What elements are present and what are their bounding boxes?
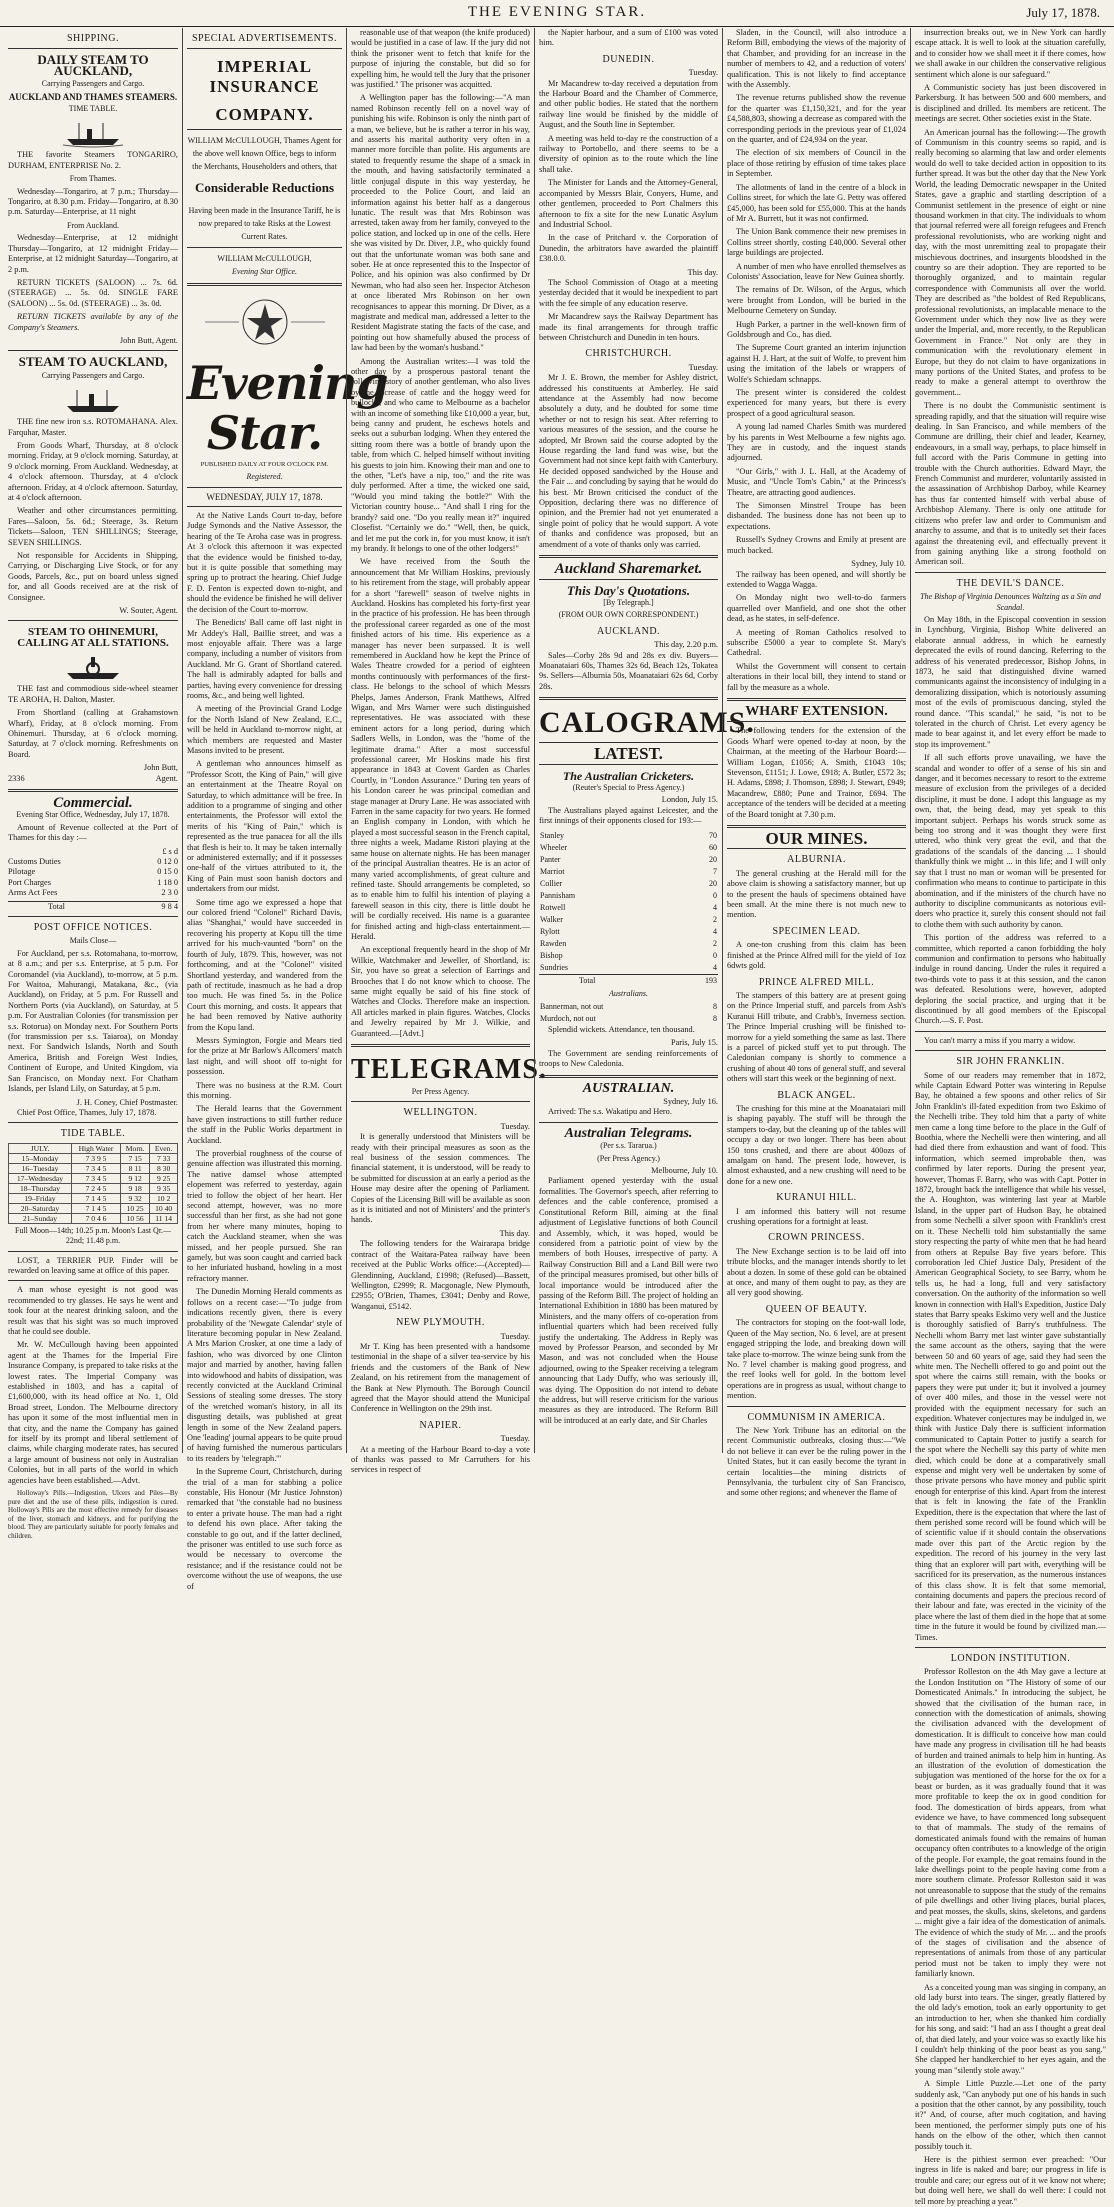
item-value: 1 18 0 [157, 877, 178, 887]
ad-subtitle: From Thames. [69, 174, 117, 184]
dateline-day: Melbourne, July 10. [651, 1166, 718, 1176]
player-score: 4 [713, 926, 717, 936]
ad-title: IMPERIAL INSURANCE [209, 57, 320, 97]
table-cell: 7 3 4 5 [71, 1163, 120, 1173]
article-text: A meeting was held to-day re the construction of a railway to Portobello, and there seems to be a diversity of opinion as to the route which the line shall take. [539, 133, 718, 174]
subsection-title: ALBURNIA. [787, 854, 846, 866]
player-name: Walker [540, 914, 563, 924]
table-cell: 10 56 [121, 1213, 150, 1223]
paper-registered: Registered. [246, 472, 283, 482]
article-text: The Dunedin Morning Herald comments as follows on a recent case:—"To judge from indications recently given, there is every probability of the 'Newgate Calendar' style of literature becoming popular in New Zealand. A Mrs Marion Crosker, at one time a lady of fashion, who was divorced by one Clinton major and married by another, having fallen into widowhood and habits of dissipation, was recently convicted at the Auckland Criminal Sessions of stealing some dresses. The story of the wretched woman's history, in all its disgusting details, was published at great length in some of the New Zealand papers. One 'leading' journal appears to be quite proud of having furnished the numerous particulars to its readers by 'telegraph.'" [187, 1287, 342, 1463]
dateline-day: Tuesday. [500, 1434, 530, 1444]
item-value: 0 15 0 [157, 867, 178, 877]
article-text: reasonable use of that weapon (the knife produced) would be justified in a case of law. If the jury did not think the prisoner went to fetch that knife for the purpose of injuring the constable, but did so for expelling him, he would tell the Jury that the prisoner was justified." The prisoner was acquitted. [351, 28, 530, 90]
column-2 [182, 28, 388, 1591]
section-subtitle: (Reuter's Special to Press Agency.) [572, 782, 685, 792]
article-text: You can't marry a miss if you marry a widow. [924, 1035, 1076, 1045]
issue-date: July 17, 1878. [1026, 5, 1100, 20]
article-text: A number of men who have enrolled themselves as Colonists' Association, leave for New Guinea shortly. [727, 261, 906, 281]
list-item [8, 867, 178, 877]
section-title: TIDE TABLE. [60, 1128, 126, 1140]
section-title: THE DEVIL'S DANCE. [956, 577, 1065, 589]
ad-title: STEAM TO AUCKLAND, [18, 354, 168, 370]
steamer-icon [8, 117, 178, 147]
ad-signature: WILLIAM McCULLOUGH, [217, 253, 312, 263]
article-text: On May 18th, in the Episcopal convention in session in Lynchburg, Virginia, Bishop White delivered an elaborate annual address, in which he earnestly deprecated the evils of round dancing. Referring to the address of his venerated predecessor, Bishop Johns, in 1873, he said that distinguished divine warned communicants against the inconsistency of indulging in a demoralizing dissipation, which is notoriously assuming most of the evils of promiscuous dancing, styled the round dance. "This scandal," he said, "is not to be tolerated in the church of Christ. Let every agency be made to bear against it, and let every effort be made to stop its improvement." [915, 614, 1106, 749]
dateline-day: Sydney, July 16. [663, 1097, 718, 1107]
table-row [539, 938, 718, 950]
section-title: POST OFFICE NOTICES. [33, 922, 153, 933]
dateline-place: AUCKLAND. [596, 625, 661, 637]
column-5 [722, 28, 910, 1498]
masthead [0, 0, 1114, 27]
article-text: A gentleman who announces himself as "Professor Scott, the King of Pain," will give an entertainment at the Theatre Royal on Saturday, to which admittance will be free. In addition to a programme of singing and other entertainments, the Professor will extol the merits of his "King of Pain," which is represented as the true panacea for all the ills that flesh is heir to. It may be taken internally or administered externally; and if it possesses one-half of the virtues attributed to it, the King of Pain must soon banish doctors and undertakers from our midst. [187, 759, 342, 894]
paper-subtitle: PUBLISHED DAILY AT FOUR O'CLOCK P.M. [200, 460, 329, 468]
table-row [539, 962, 718, 975]
article-text: For Auckland, per s.s. Rotomahana, to-morrow, at 8 a.m.; and per s.s. Enterprise, at 5 p.m. For Coromandel (via Auckland), to-morrow, at 5 p.m. For Waitoa, Mahurangi, Matakana, &c., (via Auckland), on Friday, at 5 p.m. For Russell and Northern Ports (via Auckland), on Saturday, at 5 p.m. For Australian Colonies (for transmission per s.s. Rotorua) on Monday next. For Southern Ports (for transmission per s.s. Taiaroa), on Monday next. For Sandwich Islands, North and South America, British and Foreign West Indies, Continent of Europe, and United Kingdom, via San Francisco, on Monday next. For Chatham Islands, per Island Lily, on Saturday, at 5 p.m. [8, 948, 178, 1094]
article-text: If all such efforts prove unavailing, we have the scandal and wonder to offer of a sense of his sin and danger, and it becomes necessary to resort to the extreme measure of exclusion from the privileges of a decided discipline, it must be done. I adopt this language as my own, that, the being dead, may yet speak to this important subject. Perhaps his words struck some as being too strong and it was thought they were first uttered, who think very great the evil, and that the gradations of the scandals of the dancing ... I should thankfully think we might ... in this life; and I will only say that I trust no man or woman will be presented for confirmation who means to continue to participate in this abomination, and if the ministers of the church have no authority to discipline communicants as notorious evil-doers who practice it, surely this consent should not fail to clothe them with such authority by canon. [915, 753, 1106, 929]
player-name: Rotwell [540, 902, 566, 912]
article-text: A meeting of the Provincial Grand Lodge for the North Island of New Zealand, E.C., will be held in Auckland to-morrow night, at which members are requested and Master Masons invited to be present. [187, 704, 342, 755]
article-text: The present winter is considered the coldest experienced for many years, but there is every prospect of a good agricultural season. [727, 388, 906, 418]
dateline-day: Tuesday. [500, 1121, 530, 1131]
ad-text: Wednesday—Tongariro, at 7 p.m.; Thursday—Tongariro, at 8.30 p.m. Friday—Tongariro, at 8.30 p.m. Saturday—Enterprise, at 11 night [8, 186, 178, 217]
table-row [9, 1183, 178, 1193]
article-text: The proverbial roughness of the course of genuine affection was illustrated this morning. The native damsel whose attempted elopement was referred to yesterday, again tried to follow the object of her heart. Her second attempt, however, was no more successful than her first, as she had not gone from her where many minutes, hoping to catch the Auckland steamer, when she was missed, and her people pursued. She ran gamely, but was soon caught and carried back to her infuriated husband, howling in a most refractory manner. [187, 1149, 342, 1283]
article-text: Some of our readers may remember that in 1872, while Captain Edward Potter was wintering in Repulse Bay, he obtained a few spoons and other relics of Sir John Franklin's ill-fated expedition from two Eskimo of the Nechelli tribe. They told him that a party of white men came a long time before to the place in the Gulf of Boothia, where the Nechelli were then wintering, and all had died there from exhaustion and want of food. This information, which seemed improbable then, was confirmed by later reports. During the present year, however, Thomas F. Barry, who was with Capt. Potter in 1872, brought back the intelligence that while his vessel, the A. Houghton, was wintering last year at Marble Island, in the upper part of Hudson Bay, he obtained from some Nechelli a silver spoon with Franklin's crest on it. These Nechelli told him substantially the same story respecting the party of white men that he had heard from others at Repulse Bay five years before. This corroboration led Chief Justice Daly, President of the American Geographical Society, to see Barry, whom he tells us, he had a long, full and very satisfactory conversation. On the authority of the information so well known in connection with Hall's Expedition, Justice Daly states that Barry speaks Eskimo very well and the Justice is thoroughly satisfied of Barry's truthfulness. The Nechelli whom Barry met last winter gave substantially the same account as the others, saying that the were between 50 and 60 years of age, said they had seen the white men. The Nechelli offered to go and point out the spot where the cairns still remain, with the books or papers they were put under it; but it involved a journey of over 400 miles, and those in the vessel were not provided with the equipment necessary for such an expedition. Whatever conjectures may be indulged in, we think with Justice Daly there is sufficient information communicated to Captain Potter to justify a search for the spot where the Nechelli say this party of white men died, which could be done at a comparatively small expense and might very well be undertaken by some of those private persons who have money and public spirit enough for enterprise of this kind. Apart from the interest that is felt in knowing the fate of the Franklin Expedition, there is the expectation that where the last of them perished some record will be found which will be of scientific value if it should contain the observations made over this part of the Arctic region by the expedition. The record of his journey in the very last thing that an explorer will part with, everything will be sacrificed for its preservation, as the numerous instances of this class show. It is felt that some memorial, containing documents and papers the precious record of their labour and fate, was erected in the vicinity of the place where the last of them died in the hope that at some time in the future it would be found by civilized man.—Times. [915, 1070, 1106, 1642]
section-title: OUR MINES. [765, 829, 868, 849]
moon-phases: Full Moon—14th; 10.25 p.m. Moon's Last Qr.—22nd; 11.48 p.m. [14, 1225, 172, 1246]
section-title: AUSTRALIAN. [582, 1080, 675, 1096]
ad-signature: W. Souter, Agent. [119, 606, 178, 616]
article-text: the Napier harbour, and a sum of £100 was voted him. [539, 28, 718, 48]
ad-title: DAILY STEAM TO AUCKLAND, [37, 52, 149, 78]
item-label: Arms Act Fees [8, 888, 58, 898]
article-text: The general crushing at the Herald mill for the above claim is showing a satisfactory manner, but up to the present the hauls of specimens obtained have been small. At the mine there is not much new to mention. [727, 868, 906, 920]
ad-subtitle: TIME TABLE. [68, 104, 118, 114]
ad-number: 2336 [8, 773, 25, 783]
ad-subtitle: AUCKLAND AND THAMES STEAMERS. [8, 91, 178, 102]
player-name: Sundries [540, 962, 568, 972]
player-score: 0 [713, 950, 717, 960]
article-text: A Simple Little Puzzle.—Let one of the party suddenly ask, "Can anybody put one of his hands in such a position that the other cannot, by any possibility, touch it?" And, of course, after much cogitation, and having been mentioned, the performer simply puts one of his hands on the elbow of the other, which then cannot possibly touch it. [915, 2079, 1106, 2151]
article-text: Russell's Sydney Crowns and Emily at present are much backed. [727, 535, 906, 555]
article-text: There was no business at the R.M. Court this morning. [187, 1080, 342, 1100]
insurance-ad [187, 57, 342, 277]
section-title: WHARF EXTENSION. [745, 703, 888, 719]
article-text: The New Exchange section is to be laid off into tribute blocks, and the manager intends shortly to let about a dozen. In some of these gold can be obtained at once, and many of them ought to pay, as they are all very good showing. [727, 1246, 906, 1298]
table-row [539, 1001, 718, 1013]
section-subtitle: [By Telegraph.] [603, 597, 654, 607]
item-label: Pilotage [8, 867, 36, 877]
article-text: Mr T. King has been presented with a handsome testimonial in the shape of a silver tea-service by his friends and the customers of the Bank of New Zealand, on his retirement from the management of the Bank at New Plymouth. The Borough Council agreed that the Mayor should attend the Municipal Conference in Wellington on the 29th inst. [351, 1341, 530, 1414]
steamer-icon [8, 384, 178, 414]
ad-text: From Goods Wharf, Thursday, at 8 o'clock morning. Friday, at 9 o'clock morning. Saturday, at 9 o'clock morning. From Auckland. Wednesday, at 4 o'clock afternoon. Thursday, at 4 o'clock afternoon. Friday, at 4 o'clock afternoon. Saturday, at 4 o'clock afternoon. [8, 440, 178, 502]
ad-signature: John Butt, Agent. [119, 335, 178, 345]
ad-text: Wednesday—Enterprise, at 12 midnight Thursday—Tongariro, at 12 midnight Friday—Enterprise, at 12 midnight Saturday—Tongariro, at 2 p.m. [8, 233, 178, 274]
table-cell: 9 18 [121, 1183, 150, 1193]
article-text: At the Native Lands Court to-day, before Judge Symonds and the Native Assessor, the hearing of the Te Aroha case was in progress. At 3 o'clock this afternoon it was expected that the evidence would be finished to-day, but it is quite possible that something may spring up to protract the hearing. Chief Judge F. D. Fenton is expected down to-night, and should the evidence be finished he will deliver the decision of the Court to-morrow. [187, 511, 342, 614]
article-text: Messrs Symington, Forgie and Mears tied for the prize at Mr Barlow's Allcomers' match last night, and will shoot off to-night for possession. [187, 1035, 342, 1077]
player-score: 7 [713, 866, 717, 876]
table-cell: 10 40 [150, 1203, 178, 1213]
table-cell: 18–Thursday [9, 1183, 72, 1193]
item-value: 9 8 4 [161, 901, 178, 911]
article-text: The New York Tribune has an editorial on the recent Communistic outbreaks, closing thus:—"We do not believe it can ever be the ruling power in the United States, but it can easily become the tyrant in certain localities—the mining districts of Pennsylvania, the turbulent city of San Francisco, and some other regions; and whenever the flame of [727, 1425, 906, 1498]
section-subtitle: The Bishop of Virginia Denounces Waltzing as a Sin and Scandal. [920, 592, 1101, 612]
table-cell: 8 30 [150, 1163, 178, 1173]
table-total [539, 974, 718, 987]
table-cell: 7 0 4 6 [71, 1213, 120, 1223]
table-cell: 7 3 9 5 [71, 1153, 120, 1163]
dateline-place: NEW PLYMOUTH. [396, 1317, 485, 1329]
article-text: It is generally understood that Ministers will be ready with their principal measures as soon as the real business of the session commences. The financial statement, it is understood, will be ready to be submitted for discussion at an early a period as the House may desire after the opening of Parliament. Copies of the Licensing Bill will be available as soon as it is initiated and not of Ministers' and the printer's hands. [351, 1132, 530, 1225]
ad-text: From Shortland (calling at Grahamstown Wharf), Friday, at 8 o'clock morning. From Ohinemuri. Thursday, at 6 o'clock morning. Saturday, at 7 o'clock morning. Refreshments on Board. [8, 708, 178, 759]
article-text: This portion of the address was referred to a committee, which reported a canon forbidding the holy communion and confirmation to persons who habitually indulge in round dancing. Under the rules it required a two-thirds vote to pass it at this session, and the canon was defeated. Resolutions were, however, adopted deploring the social practice, and urging that it be discontinued by all good members of the Episcopal Church.—S. F. Post. [915, 933, 1106, 1026]
article-text: I am informed this battery will not resume crushing operations for a fortnight at least. [727, 1206, 906, 1227]
section-title: CALOGRAMS. [539, 706, 755, 740]
table-header: £ s d [162, 846, 178, 856]
article-text: The following tenders for the Wairarapa bridge contract of the Waitara-Patea railway have been received at the Public Works office:—(Accepted)—Glendinning, Auckland, £1998; (Refused)—Bassett, Wellington, £2999; R. Macgonagle, New Plymouth, £2955; O'Brien, Thames, £3041; Denby and Rowe, Wanganui, £5142. [351, 1239, 530, 1311]
column-6 [910, 28, 1110, 2206]
ad-headline: Considerable Reductions [194, 180, 335, 196]
article-text: The allotments of land in the centre of a block in Collins street, for which the late G. Petty was offered £45,000, has been sold for £55,000. This at the hands of Mr A. Burrett, but it was not confirmed. [727, 182, 906, 223]
article-text: Mr J. E. Brown, the member for Ashley district, addressed his constituents at Amberley. He said attendance at the Assembly had now become absolutely a duty, and he doubted for some time whether or not to resign his seat. After referring to various measures of the session, and the course he adopted, Mr Brown said the course adopted by the House regarding the land fund was wise, but the Government had not since kept faith with Canterbury. He decided opposed sandwiched by the House and the Fair ... and concluding by saying that he would do his best. Mr Brown criticised the conduct of the Opposition, declaring there was no difference of opinion, and the Premier had not yet enumerated a single point of policy that he would support. A vote of thanks and confidence was proposed, but an amendment of a vote of thanks only was carried. [539, 373, 718, 549]
article-text: The railway has been opened, and will shortly be extended to Wagga Wagga. [727, 569, 906, 589]
table-row [539, 878, 718, 890]
article-text: Splendid wickets. Attendance, ten thousand. [548, 1025, 695, 1034]
article-text: Mr Macandrew to-day received a deputation from the Harbour Board and the Chamber of Commerce, and other public bodies. He stated that the northern railway line would be finished by the middle of August, and the South line in September. [539, 78, 718, 130]
dateline-day: Tuesday. [500, 1331, 530, 1341]
player-score: 2 [713, 914, 717, 924]
section-subtitle: (Per Press Agency.) [597, 1153, 660, 1163]
player-name: Wheeler [540, 842, 568, 852]
table-cell: 7 2 4 5 [71, 1183, 120, 1193]
table-row [539, 926, 718, 938]
article-text: The School Commission of Otago at a meeting yesterday decided that it would be inexpedient to part with the fee simple of any education reserve. [539, 277, 718, 308]
table-row [539, 902, 718, 914]
table-cell: 7 33 [150, 1153, 178, 1163]
ad-subtitle: Carrying Passengers and Cargo. [41, 79, 145, 89]
table-row [9, 1213, 178, 1223]
table-row [9, 1163, 178, 1173]
article-text: The Benedicts' Ball came off last night in Mr Addey's Hall, Baillie street, and was a most enjoyable affair. There was a large company, including a number of visitors from Auckland. Mr G. Grant of Shortland catered. The hall is admirably adapted for balls and parties, having every convenience for dressing rooms, &c., and being well lighted. [187, 618, 342, 700]
section-subtitle: Mails Close— [69, 936, 117, 946]
table-row [539, 950, 718, 962]
ad-title: STEAM TO OHINEMURI, CALLING AT ALL STATIONS. [17, 626, 169, 649]
article-text: A man whose eyesight is not good was recommended to try glasses. He says he went and took four at the nearest drinking saloon, and the result was that his sight was so much improved that he could see double. [8, 1285, 178, 1336]
article-text: At a meeting of the Harbour Board to-day a vote of thanks was passed to Mr Carruthers for his services in respect of [351, 1444, 530, 1475]
column-4 [534, 28, 755, 1453]
item-label: Port Charges [8, 877, 51, 887]
article-text: The following tenders for the extension of the Goods Wharf were opened to-day at noon, by the Chairman, at the meeting of the Harbour Board:—William Logan, £1056; A. Smith, £1043 10s; Stevenson, £1151; J. Lowe, £918; A. Butler, £572 3s; H. Adams, £898; J. Thomson, £898; J. Stewart, £949; Macandrew, £880; Pune and Trainor, £694. The acceptance of the tenders will be decided at a meeting of the Board tonight at 7.30 p.m. [727, 726, 906, 819]
player-score: 8 [713, 1002, 717, 1011]
table-row [9, 1203, 178, 1213]
article-text: We have received from the South the announcement that Mr William Hoskins, previously to his retirement from the stage, will probably appear for a short "farewell" season of twelve nights in Auckland. Hoskins has completed his forty-first year in the practice of his profession. He has been through the professional career regarded as one of the most finished actors of his time. His experience as a manager has never been surpassed. It is well remembered in Auckland how he kept the Prince of Wales Theatre crowded for a period of eighteen months continuously with performances of the first-class. He belongs to the school of which Messrs Phelps, James Anderson, Frank Matthews, Alfred Wigan, and Mrs Warner were such distinguished representatives. He was associated with these eminent actors for a long period, during which Sadlers Wells, in London, was the "home of the legitimate drama." After a most successful professional career, Mr Hoskins made his first appearance in 1843 at Covent Garden as Charles Courtly, in "London Assurance." During ten years of his London career he was principal comedian and stage manager at Drury Lane. He was associated with Farren in the same capacity for two years. He formed an English company in London, with which he played a most successful season in the French capital, three nights a week, Madame Ristori playing at the same house on alternate nights. He has been manager of the principal Australian theatres. He is an actor of many varied accomplishments, of great culture and refined taste. Should arrangements be completed, so as to enable him to fulfil his intention of playing a farewell season in this city, there is little doubt he will be cordially received. His name is a guarantee for finished acting and high-class entertainment.—Herald. [351, 557, 530, 941]
dateline-place: WELLINGTON. [403, 1107, 478, 1119]
tide-table [8, 1143, 178, 1224]
section-label: SPECIAL ADVERTISEMENTS. [192, 33, 337, 44]
table-header-row [9, 1143, 178, 1153]
ad-text: Having been made in the Insurance Tariff, he is now prepared to take Risks at the Lowest Current Rates. [188, 205, 341, 241]
subsection-title: CROWN PRINCESS. [768, 1232, 865, 1244]
columns [4, 28, 1110, 2206]
subsection-title: KURANUI HILL. [776, 1192, 857, 1204]
article-text: There is no doubt the Communistic sentiment is spreading rapidly, and that the situation will require wise dealing. In San Francisco, and while members of the Commune are drilling, their chief and leader, Kearney, endeavours, in a small way, perhaps, to place himself in full accord with the Paris Commune in getting into trouble with the Church authorities. Edward Mayr, the French Communist and murderer, voluntarily assisted in the assassination of Archbishop Darboy, while Kearney has thus far contented himself with verbal abuse of Archbishop Alemany. There is only one attitude for citizens who prefer law and order to Communism and anarchy to assume, and that is to unitedly set their faces against the threatening evil, and effectually prevent it from gaining anything like a strong foothold on American soil. [915, 401, 1106, 567]
section-title: LATEST. [594, 744, 663, 764]
table-cell: 21–Sunday [9, 1213, 72, 1223]
table-cell: 20–Saturday [9, 1203, 72, 1213]
article-text: A Communistic society has just been discovered in Parkersburg. It has between 500 and 600 members, and is disciplined and drilled. Its members are reticent. The meetings are secret. Other societies exist in the State. [915, 83, 1106, 124]
section-title: The Australian Cricketers. [562, 768, 695, 783]
dateline-day: Tuesday. [688, 362, 718, 372]
table-cell: 17–Wednesday [9, 1173, 72, 1183]
article-text: The Minister for Lands and the Attorney-General, accompanied by Messrs Blair, Conyers, Hume, and other gentlemen, proceeded to Port Chalmers this afternoon to fix a site for the new Lunatic Asylum and Industrial School. [539, 178, 718, 229]
item-label: Total [48, 901, 65, 911]
player-name: Pannisham [540, 890, 576, 900]
article-text: The crushing for this mine at the Moanataiari mill is shaping payably. The stuff will be through the stampers to-day, but the cleaning up of the tables will occupy a day or two longer. There has been about 150 tons crushed, and there are about 400ozs of amalgam on hand. The present lode, however, is almost exhausted, and a new crushing will need to be done for a new one. [727, 1103, 906, 1186]
article-text: On Monday night two well-to-do farmers quarrelled over Manfield, and one shot the other dead, as he states, in self-defence. [727, 593, 906, 624]
column-3 [346, 28, 547, 1475]
ad-text: THE fine new iron s.s. ROTOMAHANA. Alex. Farquhar, Master. [8, 417, 178, 437]
player-name: Bishop [540, 950, 563, 960]
article-text: The Herald learns that the Government have given instructions to still further reduce the staff in the Public Works department in Auckland. [187, 1104, 342, 1145]
ad-text: THE favorite Steamers TONGARIRO, DURHAM, ENTERPRISE No. 2. [8, 150, 178, 170]
player-name: Rawden [540, 938, 567, 948]
article-text: An exceptional frequently heard in the shop of Mr Wilkie, Watchmaker and Jeweller, of Shortland, is: Sir, you have so great a selection of Earrings and Brooches that I do not know which to choose. The same might equally be said of his fine stock of Watches and Clocks. Therefore make an inspection. All articles marked in plain figures. Watches, Clocks and Jewelry repaired by Mr J. Wilkie, and Guaranteed.—[Advt.] [351, 945, 530, 1038]
article-text: As a conceited young man was singing in company, an old lady burst into tears. The singer, greatly flattered by the old lady's emotion, took an early opportunity to get an introduction to her, when she thanked him cordially for his song, and said: "I had an ass I thought a great deal of, that died lately, and your voice was so exactly like his I couldn't help thinking of the poor beast as you sang." She clapped her handkerchief to her eyes again, and the young man "silently stole away." [915, 1982, 1106, 2075]
ad-subtitle: From Auckland. [67, 220, 119, 230]
article-text: Holloway's Pills.—Indigestion, Ulcers and Piles—By pure diet and the use of these pills, indigestion is cured. Holloway's Pills are the most effective remedy for diseases of the liver, stomach and kidneys, and for purifying the blood. They are particularly suitable for poorly females and children. [8, 1489, 178, 1541]
australians-scorecard [539, 1001, 718, 1025]
article-text: The Australians played against Leicester, and the first innings of their opponents closed for 193:— [539, 805, 718, 826]
table-cell: 9 35 [150, 1183, 178, 1193]
section-title: SIR JOHN FRANKLIN. [956, 1056, 1065, 1068]
article-text: Amount of Revenue collected at the Port of Thames for this day :— [8, 822, 178, 843]
table-row [539, 842, 718, 854]
article-text: Among the Australian writes:—I was told the other day by a prosperous pastoral tenant the following story of another gentleman, who also lives by the increase of cattle and the hoggy weed for bullocks, and who came to Melbourne as a bachelor with an income of something like £10,000 a year, but, being canny and prudent, he eschews hotels and seeks out a suburban lodging. When they entered the sitting room there was a bottle of brandy upon the table, from which C. helped himself without inviting his guests to join him. Knowing their man and one to the other, "Let's have a nip, too," and the rite was duly performed. After a time, the wicked one said, "Would you mind taking the bottle?" With the Victorian country house... "And shall I ring for the brandy? said one. "Do you really mean it?" inquired Closefist. "Certainly we do." "Well, then, be quick, and let me put the cork in, for you must know, it isn't my brandy. It belongs to one of the other lodgers!" [351, 356, 530, 553]
table-cell: 7 15 [121, 1153, 150, 1163]
player-name: Murdoch, not out [540, 1014, 596, 1023]
article-text: Arrived: The s.s. Wakatipu and Hero. [548, 1107, 672, 1117]
table-row [9, 1153, 178, 1163]
article-text: Mr Macandrew says the Railway Department has made its final arrangements for through traffic between Christchurch and Dunedin in ten hours. [539, 312, 718, 342]
table-cell: 9 32 [121, 1193, 150, 1203]
player-score: 0 [713, 890, 717, 900]
subsection-title: BLACK ANGEL. [777, 1089, 856, 1101]
newspaper-crest-icon [205, 292, 325, 352]
column-header: Morn. [121, 1143, 150, 1153]
table-cell: 7 1 4 5 [71, 1193, 120, 1203]
section-title: This Day's Quotations. [566, 582, 691, 598]
article-text: "Our Girls," with J. L. Hall, at the Academy of Music, and "Uncle Tom's Cabin," at the Princess's Theatre, are attracting good audiences. [727, 466, 906, 497]
table-row [9, 1173, 178, 1183]
column-1 [4, 28, 182, 1541]
table-cell: 9 25 [150, 1173, 178, 1183]
ad-signature: J. H. Coney, Chief Postmaster. [76, 1097, 178, 1107]
table-row [539, 866, 718, 878]
article-text: In the case of Pritchard v. the Corporation of Dunedin, the arbitrators have awarded the plaintiff £38.0.0. [539, 233, 718, 264]
item-label: Customs Duties [8, 856, 61, 866]
list-total [8, 901, 178, 912]
list-item [8, 888, 178, 898]
cricket-scorecard [539, 830, 718, 987]
revenue-list [8, 857, 178, 912]
dateline-day: London, July 15. [661, 795, 718, 805]
article-text: insurrection breaks out, we in New York can hardly escape attack. It is well to look at the situation carefully, and to consider how we shall meet it if there comes, how we shall awake in our children the conservative religious sentiment which alone is our safeguard." [915, 28, 1106, 79]
article-text: A one-ton crushing from this claim has been finished at the Prince Alfred mill for the yield of 1oz 6dwts gold. [727, 940, 906, 971]
ad-title: COMPANY. [215, 105, 314, 125]
player-name: Collier [540, 878, 563, 888]
dateline-place: CHRISTCHURCH. [585, 348, 672, 360]
player-name: Panter [540, 854, 561, 864]
dateline-place: DUNEDIN. [602, 53, 655, 65]
paper-name: Evening Star. [187, 355, 388, 460]
column-header: High Water [71, 1143, 120, 1153]
article-text: Sladen, in the Council, will also introduce a Reform Bill, embodying the views of the majority of that Chamber, and providing for an increase in the number of members to 42, and a reduction of voters' qualification. This is not likely to find acceptance with the Assembly. [727, 28, 906, 90]
section-subtitle: Australians. [609, 988, 648, 998]
player-score: 8 [713, 1014, 717, 1023]
article-text: Chief Post Office, Thames, July 17, 1878. [17, 1107, 157, 1117]
ad-signature: Evening Star Office. [231, 266, 298, 276]
section-subtitle: Per Press Agency. [411, 1087, 470, 1096]
dateline: Evening Star Office, Wednesday, July 17, 1878. [16, 810, 170, 820]
dateline-day: Paris, July 15. [670, 1038, 718, 1048]
article-text: The contractors for stoping on the foot-wall lode, Queen of the May section, No. 6 level, are at present engaged stripping the lode, and breaking down will take place to-morrow. The winze being sunk from the No. 7 level chamber is making good progress, and the reef looks well for gold. In the bottom level operations are in progress as usual, without change to mention. [727, 1318, 906, 1401]
list-item [8, 857, 178, 867]
ad-signature: John Butt, [143, 763, 178, 773]
section-subtitle: (FROM OUR OWN CORRESPONDENT.) [558, 610, 699, 620]
table-row [539, 914, 718, 926]
article-text: The Union Bank commence their new premises in Collins street shortly, costing £40,000. Several other large buildings are projected. [727, 227, 906, 258]
share-quotations: Sales—Corby 28s 9d and 28s ex div. Buyers—Moanataiari 60s, Thames 32s 6d, Beach 12s, Tokatea 9s. Sellers—Alburnia 50s, Moanataiari 62s 6d, Corby 28s. [539, 650, 718, 691]
article-text: Parliament opened yesterday with the usual formalities. The Governor's speech, after referring to defences and the cable conference, promised a Constitutional Reform Bill, aiming at the final adjustment of Legislative functions of both Council and Assembly, which, it was hoped, would be considered from a patriotic point of view by the members of both Houses, irrespective of party. A Railway Construction Bill and a Land Bill were two of the principal measures promised, but other bills of local importance would be introduced after the passing of the Reform Bill. The project of holding an International Exhibition in 1880 has been matured by Ministers, and the many offers of co-operation from influential quarters which had been received fully justify the undertaking. The Address in Reply was moved by Professor Pearson, and seconded by Mr Mason, and was not concluded when the House adjourned, owing to the Speaker receiving a telegram announcing that Lady Duffy, who was seriously ill, was dying. The Opposition do not intend to debate the address, but will reserve criticism for the various measures as they are introduced. The Reform Bill will be introduced at an early date, and Sir Charles [539, 1176, 718, 1425]
table-row [539, 1013, 718, 1025]
article-text: Some time ago we expressed a hope that our colored friend "Colonel" Richard Davis, alias "Shanghai," would have succeeded in recovering his property at Kopu till the time arrived for his much-vaunted "born" on the fourth of July, 1879. This, however, was not forthcoming, and at the "Colonel" visited Shortland yesterday, and wandered from the path of rectitude, inasmuch as he had a drop too much. He was fined 5s. in the Police Court this morning, and costs. It appears that he had been removed by Native authority from the Kopu land. [187, 897, 342, 1032]
table-cell: 10 2 [150, 1193, 178, 1203]
table-cell: 11 14 [150, 1213, 178, 1223]
table-row [539, 890, 718, 902]
ad-text: THE fast and commodious side-wheel steamer TE AROHA, H. Dalton, Master. [8, 684, 178, 704]
item-value: 2 3 0 [161, 888, 178, 898]
article-text: The election of six members of Council in the place of those retiring by effusion of time takes place in September. [727, 148, 906, 179]
article-text: A Wellington paper has the following:—"A man named Robinson recently fell on a novel way of punishing his wife. Robinson is only the ninth part of a man, we believe, but he is rather a terror in his way, and asserts his marital authority very often in a manner more forcible than polite. His arguments are stated to frequently resume the shape of a smack in the mouth, and having satisfactorily terminated a little conjugal dispute in this way yesterday, he proceeded to the Police Court, and laid an information against his better half as a dangerous lunatic. The result was that Mrs Robinson was arrested, taken away from her family, conveyed to the police station, and locked up in one of the cells. Here she was visited by Dr. Diver, J.P., who quickly found out that the unfortunate woman was both sane and sober. He at once represented this to the Inspector of Police, and his opinion was also confirmed by Dr Newman, who had also seen her. Inspector Atcheson at once liberated Mrs Robinson on her own recognisances to appear this morning. Dr Diver, as a magistrate and medical man, addressed a letter to the Resident Magistrate stating the facts of the case, and pointing out how shamefully abused the process of law had been by the woman's husband." [351, 93, 530, 353]
article-text: Professor Rolleston on the 4th May gave a lecture at the London Institution on "The History of some of our Domesticated Animals." In introducing the subject, he showed that the civilisation of the human race, in connection with the domestication of animals, showing the civilisation advanced with the development of domestication. It is difficult to conceive how man could have made any progress in civilisation till he had beasts of burden and trained animals to help him in hunting. As an illustration of the evolution of domestication the subjugation was mentioned of the horse for the ox for a beast or burden, as it was gradually found that it was more profitable to keep the ox in good condition for food. The domestication of birds appears, from what evidence we have, to have commenced long subsequent to that of mammals. The study of the remains of domesticated animals found with the remains of human occupancy often contributes to a knowledge of the origin of the people. For example, the goat remains found in the lake dwellings point to the people having come from a more southern climate. Professor Rolleston said it was not unreasonable to suppose that the study of the remains of pile dwellings and other living places, burial places, and peat mosses, the skulls, skins, skeletons, and gardens ... might give a fair idea of the domestication of animals. The evidence of which the study of Mr. ... and the proofs of the stages of civilisation and the absence of representations of animals from those of any particular period must not be taken to imply they were not familiarly known. [915, 1667, 1106, 1979]
article-text: The revenue returns published show the revenue for the quarter was £1,150,321, and for the year £4,588,803, showing a decrease as compared with the corresponding periods in the previous year of £1,024 on the quarter, and of £24,934 on the year. [727, 93, 906, 145]
player-name: Rylott [540, 926, 560, 936]
player-score: 60 [709, 842, 717, 852]
table-row [539, 854, 718, 866]
item-value: 0 12 0 [157, 856, 178, 866]
subsection-title: SPECIMEN LEAD. [772, 925, 861, 937]
section-title: Commercial. [53, 794, 133, 811]
dateline-day: Sydney, July 10. [851, 559, 906, 569]
player-score: 4 [713, 902, 717, 912]
ad-text: WILLIAM McCULLOUGH, Thames Agent for the above well known Office, begs to inform the Merchants, Householders and others, that [187, 136, 342, 172]
column-header: JULY. [9, 1143, 72, 1153]
article-text: The Simonsen Minstrel Troupe has been disbanded. The business done has not been up to expectations. [727, 501, 906, 531]
table-cell: 8 11 [121, 1163, 150, 1173]
section-subtitle: (Per s.s. Tararua.) [600, 1141, 657, 1151]
player-name: Marriot [540, 866, 565, 876]
table-row [539, 830, 718, 842]
player-name: Bannerman, not out [540, 1002, 604, 1011]
player-score: 20 [709, 878, 717, 888]
dateline-day: This day. [687, 267, 718, 277]
dateline-day: This day. [499, 1228, 530, 1238]
newspaper-title: THE EVENING STAR. [467, 4, 647, 20]
article-text: Here is the pithiest sermon ever preached: "Our ingress in life is naked and bare; our progress in life is trouble and care; our egress out of it we know not where; but doing well here, we shall do well there: I could not tell more by preaching a year." [915, 2155, 1106, 2206]
steamer-icon [8, 651, 178, 681]
ad-footer [8, 774, 178, 784]
table-row [9, 1193, 178, 1203]
article-text: A meeting of Roman Catholics resolved to subscribe £5000 a year to complete St. Mary's Cathedral. [727, 627, 906, 658]
table-cell: 16–Tuesday [9, 1163, 72, 1173]
section-title: LONDON INSTITUTION. [950, 1652, 1071, 1664]
article-text: Hugh Parker, a partner in the well-known firm of Goldsbrough and Co., has died. [727, 319, 906, 339]
ad-subtitle: Carrying Passengers and Cargo. [41, 370, 145, 380]
section-title: Auckland Sharemarket. [554, 561, 703, 578]
subsection-title: COMMUNISM IN AMERICA. [747, 1411, 886, 1423]
article-text: Mr. W. McCullough having been appointed agent at the Thames for the Imperial Fire Insurance Company, is prepared to take risks at the lowest rates. The Imperial Company was established in 1803, and has a capital of £1,600,000, with its head office at No. 1, Old Broad street, London. The Melbourne directory has upon it some of the most influential men in that city, and the name the Company has gained for itself by its prompt and liberal settlement of claims, while charging moderate rates, has secured a large amount of business not only in Australian Colonies, but in all parts of the world in which agencies have been established.—Advt. [8, 1340, 178, 1485]
column-header: Even. [150, 1143, 178, 1153]
article-text: Whilst the Government will consent to certain alterations in their local bill, they intend to stand or fall by the measure as a whole. [727, 661, 906, 692]
dateline-day: This day, 2.20 p.m. [654, 640, 718, 650]
table-cell: 9 12 [121, 1173, 150, 1183]
section-title: TELEGRAMS. [351, 1054, 547, 1085]
table-cell: 19–Friday [9, 1193, 72, 1203]
subsection-title: QUEEN OF BEAUTY. [765, 1303, 868, 1315]
article-text: The Supreme Court granted an interim injunction against H. J. Hart, at the suit of Wolfe, to prevent him using the imitation of the labels or wrappers of Wolfe's Schiedam schnapps. [727, 343, 906, 384]
player-score: 20 [709, 854, 717, 864]
ad-text: Not responsible for Accidents in Shipping, Carrying, or Discharging Live Stock, or for any Goods, Parcels, &c., put on board unless signed for, and all Goods received are at the risk of Consignee. [8, 551, 178, 602]
lost-notice: LOST, a TERRIER PUP. Finder will be rewarded on leaving same at office of this paper. [8, 1255, 178, 1275]
total-score: 193 [683, 974, 718, 987]
table-cell: 15–Monday [9, 1153, 72, 1163]
player-score: 2 [713, 938, 717, 948]
ad-signature: Agent. [155, 773, 178, 783]
article-text: An American journal has the following:—The growth of Communism in this country seems so rapid, and is really becoming so alarming that law and order elements would do well to take decided action in opposition to its further spread. It was but the other day that the New York World, the leading Democratic newspaper in the United States, gave a graphic and startling description of a Communist settlement in the presence of eight or nine thousand workmen in that city. The individuals to whom that journal referred were all foreign refugees and French professional revolutionists, who are working night and day, with the most unremitting zeal to propagate their mischievous doctrines, and insurgents bloodshed in the country so are their adoption. They are reported to be thoroughly organized, and to maintain regular correspondence with Communists all over the world. They are described as "the boldest of Red Republicans, professional revolutionists, an implacable menace to the Government under which they now live as they were under the Imperial, and, more recently, to the Republican Government in France." Not only are they in communication with the revolutionary element in Europe, but they do not claim to have organizations in many portions of the United States, and profess to be ready to make a general attempt to overthrow the government... [915, 127, 1107, 397]
ad-text: Weather and other circumstances permitting. Fares—Saloon, 5s. 6d.; Steerage, 3s. Return Tickets—Saloon, TEN SHILLINGS; Steerage, SEVEN SHILLINGS. [8, 506, 178, 547]
table-cell: 10 25 [121, 1203, 150, 1213]
player-score: 70 [709, 830, 717, 840]
article-text: The remains of Dr. Wilson, of the Argus, which were brought from London, will be buried in the Melbourne Cemetery on Sunday. [727, 285, 906, 316]
article-text: The stampers of this battery are at present going on the Prince Imperial stuff, and parcels from Ash's Kuranui Hill tribute, and Crabb's, Inverness section. The Prince Imperial crushing will be finished to-morrow for a yield something the same as last. There is a parcel of picked stuff yet to put through. The Caledonian company is shortly to commence a crushing of about 40 tons of general stuff, and several others will start this week or the beginning of next. [727, 990, 906, 1084]
dateline-day: Tuesday. [688, 68, 718, 78]
section-title: Australian Telegrams. [564, 1125, 693, 1141]
dateline-place: NAPIER. [419, 1419, 462, 1431]
table-cell: 7 1 4 5 [71, 1203, 120, 1213]
section-label: SHIPPING. [66, 33, 119, 44]
edition-date: WEDNESDAY, JULY 17, 1878. [206, 491, 323, 502]
table-cell: 7 3 4 5 [71, 1173, 120, 1183]
article-text: A young lad named Charles Smith was murdered by his parents in West Melbourne a few nights ago. They are in custody, and the inquest stands adjourned. [727, 422, 906, 463]
subsection-title: PRINCE ALFRED MILL. [758, 976, 875, 988]
article-text: The Government are sending reinforcements of troops to New Caledonia. [539, 1048, 718, 1069]
fares: RETURN TICKETS (SALOON) ... 7s. 6d. (STEERAGE) ... 5s. 0d. SINGLE FARE (SALOON) ... 5s. 0d. (STEERAGE) ... 3s. 0d. [8, 277, 178, 308]
player-score: 4 [713, 962, 717, 972]
total-label: Total [539, 974, 683, 987]
player-name: Stanley [540, 830, 564, 840]
list-item [8, 878, 178, 888]
ad-text: RETURN TICKETS available by any of the Company's Steamers. [8, 312, 178, 332]
article-text: In the Supreme Court, Christchurch, during the trial of a man for stabbing a police constable, His Honour (Mr Justice Johnston) remarked that "the constable had no business to enter a private house. The man had a right to defend his own place. After taking the constable to go out, and if the latter declined, the prisoner was entitled to use such force as would be necessary to overcome the resistance; and if the resistance could not be overcome without the use of weapons, the use of [187, 1467, 342, 1591]
